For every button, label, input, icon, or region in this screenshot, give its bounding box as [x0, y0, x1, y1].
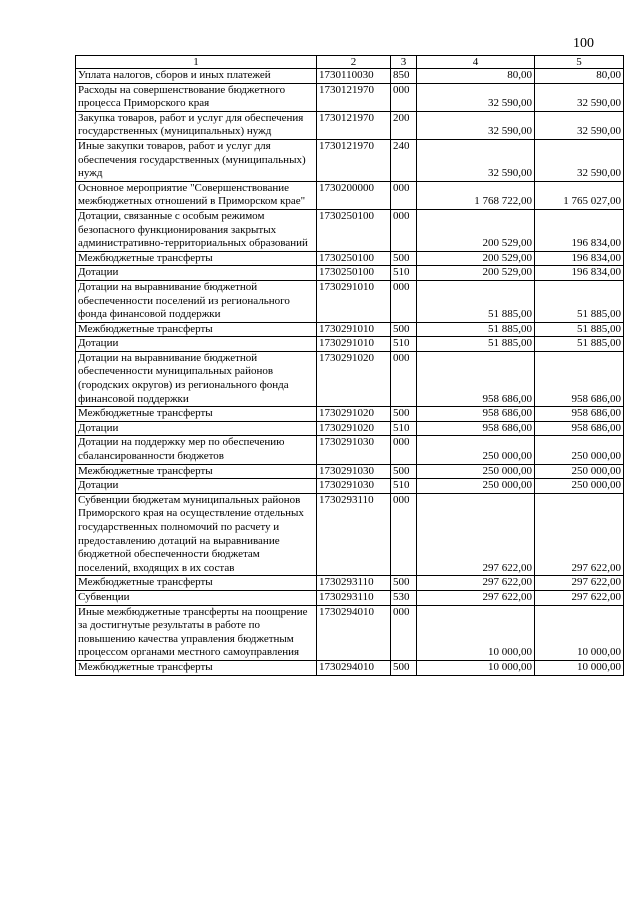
table-row [76, 83, 624, 111]
table-row [76, 69, 624, 84]
row-type-cell: 000 [391, 493, 417, 576]
table-row [76, 436, 624, 464]
row-value-year2-cell: 32 590,00 [535, 83, 624, 111]
table-row [76, 280, 624, 322]
row-type-cell: 000 [391, 280, 417, 322]
row-value-year2-cell: 250 000,00 [535, 464, 624, 479]
row-code-cell: 1730250100 [317, 209, 391, 251]
row-value-year2-cell: 250 000,00 [535, 436, 624, 464]
row-code-cell: 1730291010 [317, 322, 391, 337]
row-code-cell: 1730293110 [317, 590, 391, 605]
row-name-cell: Уплата налогов, сборов и иных платежей [76, 69, 317, 84]
row-value-year2-cell: 10 000,00 [535, 660, 624, 675]
table-row [76, 251, 624, 266]
row-value-year1-cell: 250 000,00 [417, 479, 535, 494]
table-row [76, 351, 624, 406]
row-code-cell: 1730291010 [317, 337, 391, 352]
row-value-year2-cell: 51 885,00 [535, 337, 624, 352]
row-value-year2-cell: 196 834,00 [535, 209, 624, 251]
row-name-cell: Дотации на выравнивание бюджетной обеспеченности муниципальных районов (городских округов) из регионального фонда финансовой поддержки [76, 351, 317, 406]
table-row [76, 111, 624, 139]
row-value-year1-cell: 297 622,00 [417, 590, 535, 605]
row-value-year1-cell: 200 529,00 [417, 266, 535, 281]
row-code-cell: 1730294010 [317, 660, 391, 675]
row-code-cell: 1730294010 [317, 605, 391, 660]
row-value-year1-cell: 250 000,00 [417, 464, 535, 479]
row-value-year2-cell: 10 000,00 [535, 605, 624, 660]
row-name-cell: Расходы на совершенствование бюджетного процесса Приморского края [76, 83, 317, 111]
page-number: 100 [573, 36, 594, 51]
header-cell-1: 1 [76, 56, 317, 69]
row-name-cell: Иные межбюджетные трансферты на поощрение за достигнутые результаты в работе по повышению качества управления бюджетным процессом органами местного самоуправления [76, 605, 317, 660]
row-type-cell: 000 [391, 436, 417, 464]
table-row [76, 322, 624, 337]
row-name-cell: Межбюджетные трансферты [76, 576, 317, 591]
row-name-cell: Субвенции бюджетам муниципальных районов Приморского края на осуществление отдельных государственных полномочий по расчету и предоставлению дотаций на выравнивание бюджетной обеспеченности бюджетам поселений, входящих в их состав [76, 493, 317, 576]
row-type-cell: 510 [391, 337, 417, 352]
header-cell-5: 5 [535, 56, 624, 69]
table-row [76, 605, 624, 660]
row-code-cell: 1730250100 [317, 251, 391, 266]
row-value-year2-cell: 32 590,00 [535, 139, 624, 181]
row-value-year2-cell: 250 000,00 [535, 479, 624, 494]
row-value-year1-cell: 958 686,00 [417, 421, 535, 436]
row-type-cell: 000 [391, 605, 417, 660]
row-value-year1-cell: 10 000,00 [417, 605, 535, 660]
row-name-cell: Дотации [76, 266, 317, 281]
table-row [76, 464, 624, 479]
table-row [76, 266, 624, 281]
row-type-cell: 500 [391, 464, 417, 479]
row-name-cell: Дотации [76, 479, 317, 494]
row-value-year2-cell: 1 765 027,00 [535, 181, 624, 209]
row-code-cell: 1730121970 [317, 111, 391, 139]
row-name-cell: Дотации [76, 421, 317, 436]
row-code-cell: 1730250100 [317, 266, 391, 281]
row-name-cell: Межбюджетные трансферты [76, 407, 317, 422]
row-type-cell: 500 [391, 251, 417, 266]
row-type-cell: 500 [391, 660, 417, 675]
row-type-cell: 000 [391, 209, 417, 251]
row-code-cell: 1730200000 [317, 181, 391, 209]
row-value-year1-cell: 80,00 [417, 69, 535, 84]
row-code-cell: 1730121970 [317, 83, 391, 111]
row-type-cell: 000 [391, 83, 417, 111]
table-row [76, 479, 624, 494]
row-value-year1-cell: 200 529,00 [417, 209, 535, 251]
row-code-cell: 1730291030 [317, 436, 391, 464]
row-name-cell: Межбюджетные трансферты [76, 251, 317, 266]
row-value-year2-cell: 958 686,00 [535, 351, 624, 406]
row-value-year2-cell: 196 834,00 [535, 251, 624, 266]
row-name-cell: Дотации [76, 337, 317, 352]
row-code-cell: 1730291030 [317, 464, 391, 479]
row-value-year2-cell: 80,00 [535, 69, 624, 84]
row-code-cell: 1730293110 [317, 493, 391, 576]
table-row [76, 139, 624, 181]
row-value-year1-cell: 10 000,00 [417, 660, 535, 675]
table-row [76, 337, 624, 352]
row-code-cell: 1730291020 [317, 421, 391, 436]
table-row [76, 576, 624, 591]
table-row [76, 493, 624, 576]
row-value-year1-cell: 958 686,00 [417, 407, 535, 422]
row-value-year1-cell: 32 590,00 [417, 111, 535, 139]
row-name-cell: Дотации, связанные с особым режимом безопасного функционирования закрытых административно-территориальных образований [76, 209, 317, 251]
budget-table [75, 55, 624, 676]
row-value-year1-cell: 1 768 722,00 [417, 181, 535, 209]
row-value-year2-cell: 958 686,00 [535, 421, 624, 436]
header-cell-2: 2 [317, 56, 391, 69]
row-code-cell: 1730291030 [317, 479, 391, 494]
row-value-year1-cell: 51 885,00 [417, 337, 535, 352]
row-type-cell: 850 [391, 69, 417, 84]
row-name-cell: Основное мероприятие "Совершенствование межбюджетных отношений в Приморском крае" [76, 181, 317, 209]
table-header-row [76, 56, 624, 69]
row-value-year1-cell: 200 529,00 [417, 251, 535, 266]
row-type-cell: 510 [391, 266, 417, 281]
row-value-year1-cell: 51 885,00 [417, 280, 535, 322]
header-cell-3: 3 [391, 56, 417, 69]
row-type-cell: 500 [391, 322, 417, 337]
row-code-cell: 1730291020 [317, 407, 391, 422]
table-row [76, 660, 624, 675]
row-type-cell: 530 [391, 590, 417, 605]
table-row [76, 209, 624, 251]
row-name-cell: Иные закупки товаров, работ и услуг для обеспечения государственных (муниципальных) нужд [76, 139, 317, 181]
table-row [76, 421, 624, 436]
row-name-cell: Межбюджетные трансферты [76, 660, 317, 675]
row-name-cell: Межбюджетные трансферты [76, 464, 317, 479]
row-value-year2-cell: 297 622,00 [535, 493, 624, 576]
row-value-year1-cell: 51 885,00 [417, 322, 535, 337]
row-code-cell: 1730291010 [317, 280, 391, 322]
row-type-cell: 510 [391, 421, 417, 436]
row-value-year2-cell: 958 686,00 [535, 407, 624, 422]
row-name-cell: Межбюджетные трансферты [76, 322, 317, 337]
row-name-cell: Дотации на поддержку мер по обеспечению сбалансированности бюджетов [76, 436, 317, 464]
row-name-cell: Субвенции [76, 590, 317, 605]
row-value-year2-cell: 297 622,00 [535, 576, 624, 591]
row-type-cell: 500 [391, 576, 417, 591]
row-value-year1-cell: 958 686,00 [417, 351, 535, 406]
row-value-year2-cell: 51 885,00 [535, 322, 624, 337]
row-code-cell: 1730121970 [317, 139, 391, 181]
row-value-year1-cell: 32 590,00 [417, 139, 535, 181]
header-cell-4: 4 [417, 56, 535, 69]
row-code-cell: 1730291020 [317, 351, 391, 406]
row-type-cell: 000 [391, 181, 417, 209]
row-type-cell: 000 [391, 351, 417, 406]
row-type-cell: 240 [391, 139, 417, 181]
row-type-cell: 200 [391, 111, 417, 139]
table-row [76, 181, 624, 209]
row-value-year2-cell: 297 622,00 [535, 590, 624, 605]
row-value-year2-cell: 51 885,00 [535, 280, 624, 322]
row-value-year2-cell: 196 834,00 [535, 266, 624, 281]
row-code-cell: 1730293110 [317, 576, 391, 591]
row-code-cell: 1730110030 [317, 69, 391, 84]
row-value-year2-cell: 32 590,00 [535, 111, 624, 139]
row-value-year1-cell: 250 000,00 [417, 436, 535, 464]
row-value-year1-cell: 297 622,00 [417, 493, 535, 576]
row-type-cell: 500 [391, 407, 417, 422]
table-row [76, 407, 624, 422]
row-name-cell: Дотации на выравнивание бюджетной обеспеченности поселений из регионального фонда финансовой поддержки [76, 280, 317, 322]
table-row [76, 590, 624, 605]
row-value-year1-cell: 297 622,00 [417, 576, 535, 591]
row-value-year1-cell: 32 590,00 [417, 83, 535, 111]
row-name-cell: Закупка товаров, работ и услуг для обеспечения государственных (муниципальных) нужд [76, 111, 317, 139]
row-type-cell: 510 [391, 479, 417, 494]
